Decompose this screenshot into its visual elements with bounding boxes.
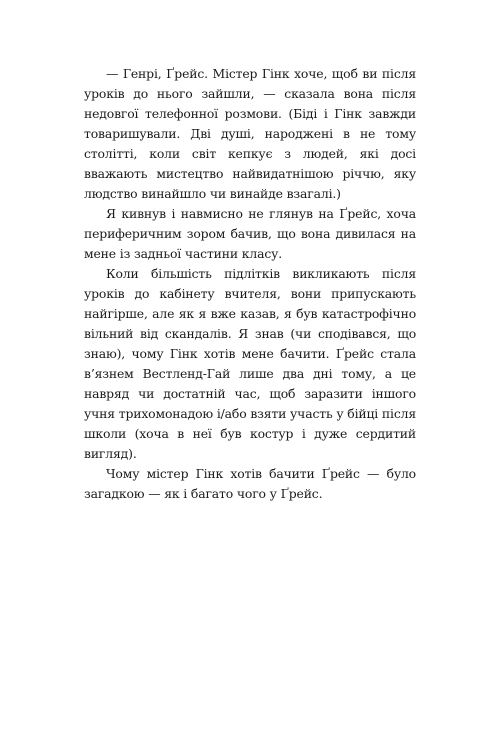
paragraph-2: Я кивнув і навмисно не глянув на Ґрейс, хоча периферичним зором бачив, що вона дивилася на мене із задньої частини класу. bbox=[84, 206, 416, 261]
paragraph-4: Чому містер Гінк хотів бачити Ґрейс — було загадкою — як і багато чого у Ґрейс. bbox=[84, 466, 416, 501]
paragraph-1: — Генрі, Ґрейс. Містер Гінк хоче, щоб ви після уроків до нього зайшли, — сказала вона після недовгої телефонної розмови. (Біді і Гінк завжди товаришували. Дві душі, народжені в не тому столітті, коли світ кепкує з людей, які досі вважають мистецтво найвидатнішою річчю, яку людство винайшло чи винайде взагалі.) bbox=[84, 66, 416, 201]
paragraph-3: Коли більшість підлітків викликають після уроків до кабінету вчителя, вони припускають найгірше, але як я вже казав, я був катастрофічно вільний від скандалів. Я знав (чи сподівався, що знаю), чому Гінк хотів мене бачити. Ґрейс стала в’язнем Вестленд-Гай лише два дні тому, а це навряд чи достатній час, щоб заразити іншого учня трихомонадою і/або взяти участь у бійці після школи (хоча в неї був костур і дуже сердитий вигляд). bbox=[84, 266, 417, 461]
page-text bbox=[84, 64, 416, 504]
